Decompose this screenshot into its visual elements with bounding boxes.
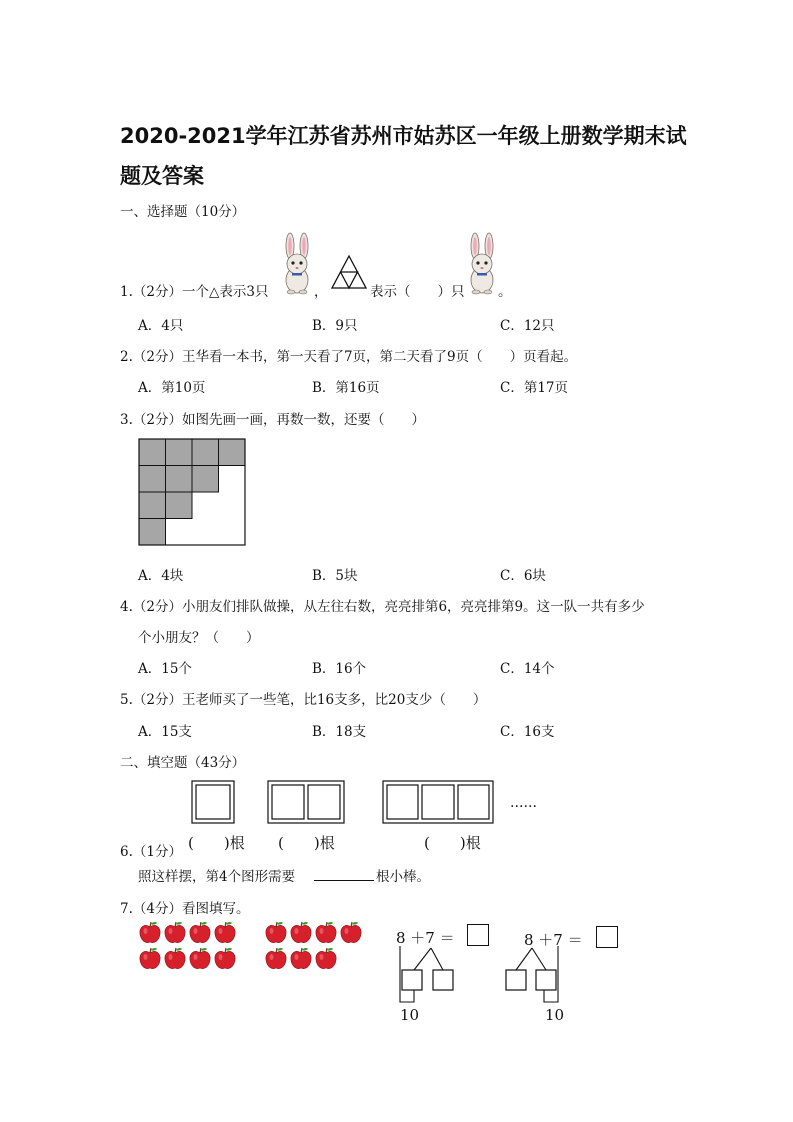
q1-option-c[interactable]: C．12只 — [500, 318, 555, 334]
page-title-line2: 题及答案 — [120, 164, 204, 188]
q1-text-mid: 表示（ ）只 — [370, 284, 465, 300]
q1-comma: ， — [314, 284, 328, 300]
q7-split-diagram-1 — [398, 944, 458, 1006]
q6-label-2[interactable]: ( )根 — [278, 834, 335, 852]
q6-label-1[interactable]: ( )根 — [188, 834, 245, 852]
grid-filled-cell — [192, 439, 219, 466]
apple-icon — [138, 947, 162, 971]
q3-text: 3.（2分）如图先画一画，再数一数，还要（ ） — [120, 412, 425, 428]
grid-filled-cell — [139, 439, 166, 466]
q1-text-pre: 1.（2分）一个△表示3只 — [120, 284, 269, 300]
q6-line2-pre: 照这样摆，第4个图形需要 — [138, 869, 296, 885]
q5-option-a[interactable]: A．15支 — [138, 724, 192, 740]
apple-icon — [213, 921, 237, 945]
q7-ten-label-2: 10 — [545, 1006, 565, 1024]
q2-option-a[interactable]: A．第10页 — [138, 380, 206, 396]
q7-split-diagram-2 — [502, 944, 564, 1006]
q6-ellipsis: …… — [510, 795, 537, 811]
q4-option-a[interactable]: A．15个 — [138, 661, 192, 677]
q5-text: 5.（2分）王老师买了一些笔，比16支多，比20支少（ ） — [120, 692, 487, 708]
apple-row — [263, 921, 363, 947]
stick-figure-1 — [190, 779, 236, 825]
page-title-line1: 2020-2021学年江苏省苏州市姑苏区一年级上册数学期末试 — [120, 124, 687, 148]
stick-figure-2 — [266, 779, 346, 825]
grid-filled-cell — [166, 466, 193, 493]
section-1-heading: 一、选择题（10分） — [120, 204, 246, 220]
q6-answer-blank[interactable] — [314, 880, 374, 881]
q4-option-c[interactable]: C．14个 — [500, 661, 555, 677]
q2-option-b[interactable]: B．第16页 — [312, 380, 380, 396]
rabbit-icon — [279, 232, 315, 294]
apple-icon — [314, 947, 338, 971]
apple-icon — [264, 947, 288, 971]
apple-icon — [314, 921, 338, 945]
apple-icon — [188, 921, 212, 945]
q5-option-b[interactable]: B．18支 — [312, 724, 367, 740]
grid-filled-cell — [139, 466, 166, 493]
q5-option-c[interactable]: C．16支 — [500, 724, 555, 740]
q7-ten-label-1: 10 — [400, 1006, 420, 1024]
q7-equation-1: 8 ＋7 ＝ — [396, 929, 455, 947]
q1-option-b[interactable]: B．9只 — [312, 318, 358, 334]
apple-row — [137, 921, 237, 947]
q3-option-a[interactable]: A．4块 — [138, 568, 184, 584]
triangle-figure — [330, 254, 368, 290]
q6-number: 6.（1分） — [120, 844, 182, 860]
apple-row — [263, 947, 363, 973]
q7-equation-2: 8 ＋7 ＝ — [524, 931, 583, 949]
q4-option-b[interactable]: B．16个 — [312, 661, 367, 677]
q7-answer-box-2[interactable] — [596, 926, 618, 948]
section-2-heading: 二、填空题（43分） — [120, 755, 246, 771]
q3-option-c[interactable]: C．6块 — [500, 568, 546, 584]
staircase-grid-figure — [138, 438, 246, 547]
q1-text-end: 。 — [498, 284, 512, 300]
q2-option-c[interactable]: C．第17页 — [500, 380, 569, 396]
q3-option-b[interactable]: B．5块 — [312, 568, 358, 584]
grid-filled-cell — [139, 519, 166, 546]
apple-group-left — [137, 921, 237, 973]
apple-icon — [138, 921, 162, 945]
apple-icon — [213, 947, 237, 971]
apple-icon — [163, 947, 187, 971]
apple-group-right — [263, 921, 363, 973]
apple-row — [137, 947, 237, 973]
q6-line2-post: 根小棒。 — [376, 869, 430, 885]
apple-icon — [264, 921, 288, 945]
grid-filled-cell — [139, 492, 166, 519]
q4-text-line2: 个小朋友？（ ） — [138, 630, 260, 646]
grid-filled-cell — [192, 466, 219, 493]
q1-option-a[interactable]: A．4只 — [138, 318, 184, 334]
apple-icon — [163, 921, 187, 945]
apple-icon — [339, 921, 363, 945]
q7-text: 7.（4分）看图填写。 — [120, 901, 250, 917]
q4-text-line1: 4.（2分）小朋友们排队做操，从左往右数，亮亮排第6，亮亮排第9。这一队一共有多少 — [120, 599, 645, 615]
apple-icon — [188, 947, 212, 971]
apple-icon — [289, 947, 313, 971]
rabbit-icon — [464, 232, 500, 294]
stick-figure-3 — [381, 779, 495, 825]
q6-label-3[interactable]: ( )根 — [424, 834, 481, 852]
q2-text: 2.（2分）王华看一本书，第一天看了7页，第二天看了9页（ ）页看起。 — [120, 349, 578, 365]
grid-filled-cell — [166, 492, 193, 519]
grid-filled-cell — [219, 439, 246, 466]
apple-icon — [289, 921, 313, 945]
q7-answer-box-1[interactable] — [467, 924, 489, 946]
grid-filled-cell — [166, 439, 193, 466]
